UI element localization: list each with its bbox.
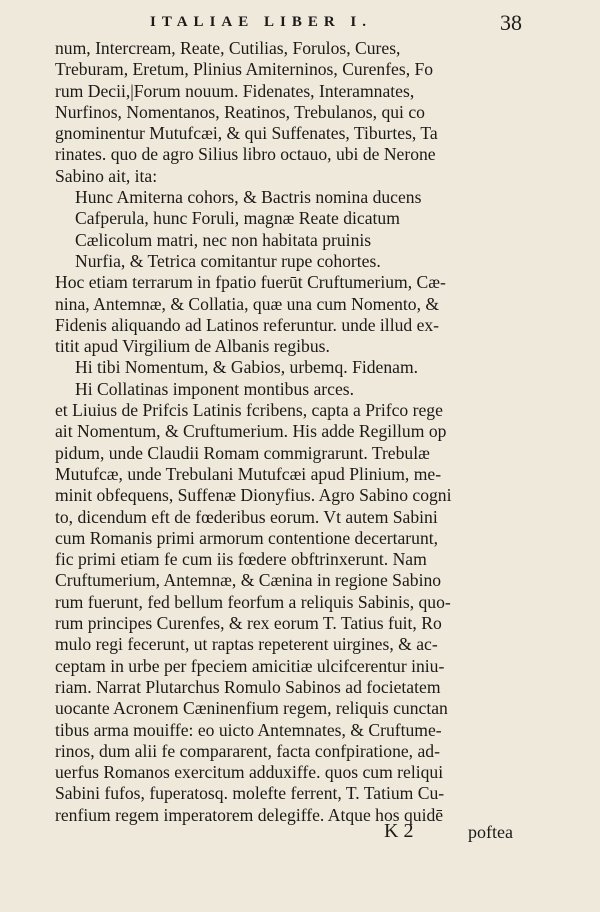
text-line: Fidenis aliquando ad Latinos referuntur. unde illud ex- [55, 314, 440, 335]
verse-line: Hi tibi Nomentum, & Gabios, urbemq. Fidenam. [75, 357, 419, 378]
text-line: Treburam, Eretum, Plinius Amiterninos, Curenfes, Fo [55, 59, 434, 80]
text-line: Sabino ait, ita: [55, 165, 158, 186]
page-footer [0, 818, 600, 848]
verse-line: Cælicolum matri, nec non habitata pruinis [75, 229, 372, 250]
catchword: poftea [468, 822, 513, 842]
text-line: Mutufcæ, unde Trebulani Mutufcæi apud Plinium, me- [55, 463, 442, 484]
text-line: rum Decii,|Forum nouum. Fidenates, Interamnates, [55, 80, 415, 101]
text-line: cum Romanis primi armorum contentione decertarunt, [55, 527, 439, 548]
text-line: uerfus Romanos exercitum adduxiffe. quos cum reliqui [55, 762, 444, 783]
text-line: rinates. quo de agro Silius libro octauo, ubi de Nerone [55, 144, 436, 165]
text-line: fic primi etiam fe cum iis fœdere obftrinxerunt. Nam [55, 549, 427, 570]
text-line: renfium regem imperatorem delegiffe. Atque hos quidē [55, 804, 444, 825]
text-line: ait Nomentum, & Cruftumerium. His adde Regillum op [55, 421, 447, 442]
folio-number: 38 [500, 10, 522, 35]
text-line: uocante Acronem Cæninenfium regem, reliquis cunctan [55, 698, 448, 719]
text-line: mulo regi fecerunt, ut raptas repeterent uirgines, & ac- [55, 634, 438, 655]
text-line: gnominentur Mutufcæi, & qui Suffenates, Tiburtes, Ta [55, 123, 438, 144]
text-line: Sabini fufos, fuperatosq. molefte ferrent, T. Tatium Cu- [55, 783, 445, 804]
text-line: riam. Narrat Plutarchus Romulo Sabinos ad focietatem [55, 676, 441, 697]
text-line: rum principes Curenfes, & rex eorum T. Tatius fuit, Ro [55, 613, 442, 634]
text-line: ceptam in urbe per fpeciem amicitiæ ulcifcerentur iniu- [55, 655, 445, 676]
text-line: nina, Antemnæ, & Collatia, quæ una cum Nomento, & [55, 293, 440, 314]
text-line: tibus arma mouiffe: eo uicto Antemnates, & Cruftume- [55, 719, 442, 740]
page-header [0, 10, 600, 38]
verse-line: Cafperula, hunc Foruli, magnæ Reate dicatum [75, 208, 400, 229]
text-line: Hoc etiam terrarum in fpatio fuerūt Cruftumerium, Cæ- [55, 272, 446, 293]
text-line: titit apud Virgilium de Albanis regibus. [55, 336, 330, 357]
text-line: pidum, unde Claudii Romam commigrarunt. Trebulæ [55, 442, 430, 463]
running-title: ITALIAE LIBER I. [150, 14, 373, 30]
text-line: num, Intercream, Reate, Cutilias, Forulos, Cures, [55, 38, 401, 58]
text-line: minit obfequens, Suffenæ Dionyfius. Agro Sabino cogni [55, 485, 452, 506]
text-line: Nurfinos, Nomentanos, Reatinos, Trebulanos, qui co [55, 101, 425, 122]
verse-line: Nurfia, & Tetrica comitantur rupe cohortes. [75, 250, 381, 271]
text-line: rum fuerunt, fed bellum feorfum a reliquis Sabinis, quo- [55, 591, 451, 612]
text-line: Cruftumerium, Antemnæ, & Cænina in regione Sabino [55, 570, 442, 591]
signature-mark: K 2 [384, 820, 414, 842]
text-line: to, dicendum eft de fœderibus eorum. Vt autem Sabini [55, 506, 438, 527]
body-text [55, 38, 530, 826]
text-line: rinos, dum alii fe compararent, facta confpiratione, ad- [55, 740, 440, 761]
verse-line: Hunc Amiterna cohors, & Bactris nomina ducens [75, 187, 422, 208]
text-line: et Liuius de Prifcis Latinis fcribens, capta a Prifco rege [55, 400, 443, 421]
verse-line: Hi Collatinas imponent montibus arces. [75, 378, 355, 399]
